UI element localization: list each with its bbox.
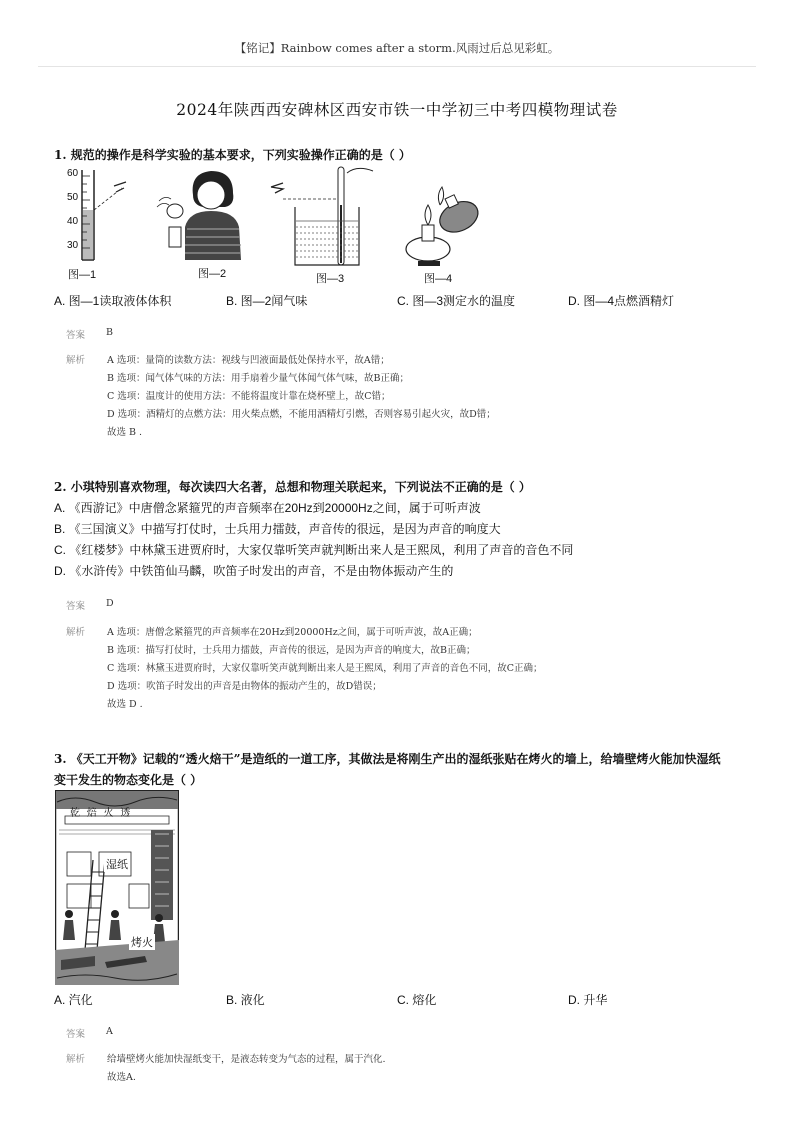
answer-label: 答案 — [66, 330, 86, 341]
explain-label: 解析 — [66, 355, 86, 366]
question-3-option-c[interactable]: C. 熔化 — [397, 993, 437, 1007]
question-1-option-a[interactable]: A. 图—1读取液体体积 — [54, 294, 172, 308]
question-2-explanation-line: 故选 D . — [107, 699, 143, 710]
question-3-explanation-line: 故选A. — [107, 1072, 136, 1083]
question-2-explanation-line: D 选项：吹笛子时发出的声音是由物体的振动产生的，故D错误； — [107, 681, 382, 692]
question-1-explanation-line: D 选项：酒精灯的点燃方法：用火柴点燃，不能用酒精灯引燃，否则容易引起火灾，故D错； — [107, 409, 496, 420]
cylinder-tick-40: 40 — [67, 216, 79, 227]
question-2-explanation-line: B 选项：描写打仗时，士兵用力擂鼓，声音传的很远，是因为声音的响度大，故B正确； — [107, 645, 476, 656]
question-2-option-d[interactable]: D. 《水浒传》中铁笛仙马麟，吹笛子时发出的声音，不是由物体振动产生的 — [54, 564, 454, 578]
answer-value: B — [106, 327, 113, 338]
question-1-option-c[interactable]: C. 图—3测定水的温度 — [397, 294, 516, 308]
cylinder-tick-60: 60 — [67, 168, 79, 179]
header-motto: 【铭记】Rainbow comes after a storm.风雨过后总见彩虹。 — [234, 41, 560, 55]
answer-value: D — [106, 598, 114, 609]
question-1-option-d[interactable]: D. 图—4点燃酒精灯 — [568, 294, 675, 308]
question-1-explanation-line: A 选项：量筒的读数方法：视线与凹液面最低处保持水平，故A错； — [107, 355, 390, 366]
answer-label: 答案 — [66, 601, 86, 612]
question-2-stem: 2. 小琪特别喜欢物理，每次读四大名著，总想和物理关联起来，下列说法不正确的是（ ） — [54, 480, 531, 494]
answer-value: A — [106, 1026, 113, 1037]
question-2-explanation-line: C 选项：林黛玉进贾府时，大家仅靠听笑声就判断出来人是王熙凤，利用了声音的音色不同，故C正确； — [107, 663, 543, 674]
question-3-option-a[interactable]: A. 汽化 — [54, 993, 93, 1007]
figure-2-smelling-person — [155, 165, 255, 260]
figure-4-alcohol-lamps — [398, 175, 488, 267]
question-3-explanation-line: 给墙壁烤火能加快湿纸变干，是液态转变为气态的过程，属于汽化. — [107, 1054, 386, 1065]
page-title: 2024年陕西西安碑林区西安市铁一中学初三中考四模物理试卷 — [176, 101, 618, 119]
question-1-option-b[interactable]: B. 图—2闻气味 — [226, 294, 308, 308]
woodcut-paper-label: 湿纸 — [104, 856, 130, 872]
question-1-explanation-line: C 选项：温度计的使用方法：不能将温度计靠在烧杯壁上，故C错； — [107, 391, 391, 402]
question-2-option-a[interactable]: A. 《西游记》中唐僧念紧箍咒的声音频率在20Hz到20000Hz之间，属于可听声波 — [54, 501, 481, 515]
question-3-stem-line-1: 3. 《天工开物》记载的“透火焙干”是造纸的一道工序，其做法是将刚生产出的湿纸张贴在烤火的墙上，给墙壁烤火能加快湿纸 — [54, 752, 721, 766]
question-3-option-b[interactable]: B. 液化 — [226, 993, 265, 1007]
question-1-stem: 1. 规范的操作是科学实验的基本要求，下列实验操作正确的是（ ） — [54, 148, 411, 162]
figure-4-label: 图—4 — [424, 273, 453, 285]
explain-label: 解析 — [66, 1054, 86, 1065]
question-2-explanation-line: A 选项：唐僧念紧箍咒的声音频率在20Hz到20000Hz之间，属于可听声波，故A正确； — [107, 627, 478, 638]
cylinder-tick-50: 50 — [67, 192, 79, 203]
explain-label: 解析 — [66, 627, 86, 638]
woodcut-banner-text: 乾 焙 火 透 — [70, 808, 133, 819]
question-3-option-d[interactable]: D. 升华 — [568, 993, 608, 1007]
woodcut-fire-label: 烤火 — [129, 934, 155, 950]
figure-3-label: 图—3 — [316, 273, 345, 285]
cylinder-tick-30: 30 — [67, 240, 79, 251]
answer-label: 答案 — [66, 1029, 86, 1040]
header-divider — [38, 66, 756, 67]
question-3-stem-line-2: 变干发生的物态变化是（ ） — [54, 773, 203, 787]
question-1-explanation-line: B 选项：闻气体气味的方法：用手扇着少量气体闻气体气味，故B正确； — [107, 373, 409, 384]
question-2-option-c[interactable]: C. 《红楼梦》中林黛玉进贾府时，大家仅靠听笑声就判断出来人是王熙凤，利用了声音的音色不同 — [54, 543, 574, 557]
figure-1-label: 图—1 — [68, 269, 97, 281]
question-2-option-b[interactable]: B. 《三国演义》中描写打仗时，士兵用力擂鼓，声音传的很远，是因为声音的响度大 — [54, 522, 501, 536]
question-1-explanation-line: 故选 B . — [107, 427, 143, 438]
figure-3-beaker-thermometer — [265, 165, 380, 270]
figure-woodcut-paper-drying — [55, 790, 179, 985]
figure-2-label: 图—2 — [198, 268, 227, 280]
